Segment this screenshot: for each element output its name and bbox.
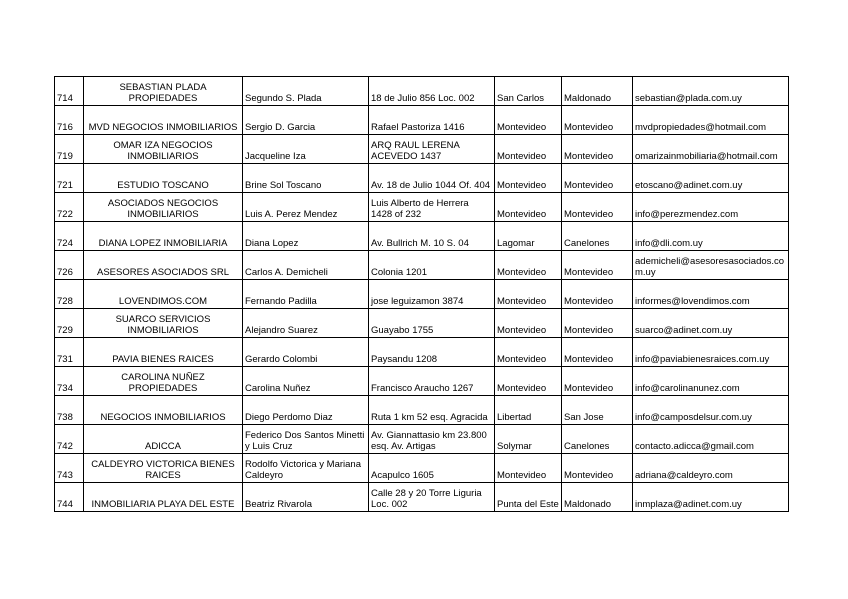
city-cell: Punta del Este [495, 483, 562, 512]
address-cell: Av. Bullrich M. 10 S. 04 [369, 222, 495, 251]
department-cell: Montevideo [562, 367, 633, 396]
row-id-cell: 731 [55, 338, 84, 367]
row-id-cell: 734 [55, 367, 84, 396]
address-cell: Paysandu 1208 [369, 338, 495, 367]
email-cell: info@perezmendez.com [633, 193, 789, 222]
row-id-cell: 724 [55, 222, 84, 251]
agency-name-cell: OMAR IZA NEGOCIOS INMOBILIARIOS [84, 135, 243, 164]
agency-name-cell: CAROLINA NUÑEZ PROPIEDADES [84, 367, 243, 396]
address-cell: Luis Alberto de Herrera 1428 of 232 [369, 193, 495, 222]
agency-name-cell: LOVENDIMOS.COM [84, 280, 243, 309]
contact-name-cell: Luis A. Perez Mendez [243, 193, 369, 222]
city-cell: Montevideo [495, 309, 562, 338]
agency-name-cell: DIANA LOPEZ INMOBILIARIA [84, 222, 243, 251]
department-cell: Maldonado [562, 77, 633, 106]
city-cell: Montevideo [495, 135, 562, 164]
table-row [55, 396, 789, 425]
email-cell: info@carolinanunez.com [633, 367, 789, 396]
email-cell: mvdpropiedades@hotmail.com [633, 106, 789, 135]
department-cell: Montevideo [562, 193, 633, 222]
row-id-cell: 716 [55, 106, 84, 135]
table-row [55, 338, 789, 367]
city-cell: Solymar [495, 425, 562, 454]
contact-name-cell: Carlos A. Demicheli [243, 251, 369, 280]
table-row [55, 77, 789, 106]
row-id-cell: 726 [55, 251, 84, 280]
contact-name-cell: Brine Sol Toscano [243, 164, 369, 193]
email-cell: adriana@caldeyro.com [633, 454, 789, 483]
contact-name-cell: Segundo S. Plada [243, 77, 369, 106]
email-cell: ademicheli@asesoresasociados.com.uy [633, 251, 789, 280]
address-cell: Av. Giannattasio km 23.800 esq. Av. Artigas [369, 425, 495, 454]
agency-table-body [55, 77, 789, 512]
contact-name-cell: Gerardo Colombi [243, 338, 369, 367]
email-cell: info@camposdelsur.com.uy [633, 396, 789, 425]
row-id-cell: 738 [55, 396, 84, 425]
row-id-cell: 719 [55, 135, 84, 164]
table-row [55, 251, 789, 280]
agency-name-cell: ESTUDIO TOSCANO [84, 164, 243, 193]
table-row [55, 367, 789, 396]
contact-name-cell: Carolina Nuñez [243, 367, 369, 396]
city-cell: Montevideo [495, 280, 562, 309]
table-row [55, 164, 789, 193]
department-cell: Montevideo [562, 338, 633, 367]
table-row [55, 193, 789, 222]
email-cell: suarco@adinet.com.uy [633, 309, 789, 338]
address-cell: Colonia 1201 [369, 251, 495, 280]
row-id-cell: 722 [55, 193, 84, 222]
address-cell: Ruta 1 km 52 esq. Agracida [369, 396, 495, 425]
contact-name-cell: Diana Lopez [243, 222, 369, 251]
agency-name-cell: ASESORES ASOCIADOS SRL [84, 251, 243, 280]
contact-name-cell: Federico Dos Santos Minetti y Luis Cruz [243, 425, 369, 454]
agency-name-cell: SUARCO SERVICIOS INMOBILIARIOS [84, 309, 243, 338]
address-cell: Acapulco 1605 [369, 454, 495, 483]
department-cell: Montevideo [562, 251, 633, 280]
row-id-cell: 714 [55, 77, 84, 106]
email-cell: omarizainmobiliaria@hotmail.com [633, 135, 789, 164]
department-cell: Canelones [562, 425, 633, 454]
contact-name-cell: Rodolfo Victorica y Mariana Caldeyro [243, 454, 369, 483]
contact-name-cell: Fernando Padilla [243, 280, 369, 309]
city-cell: Lagomar [495, 222, 562, 251]
agency-name-cell: PAVIA BIENES RAICES [84, 338, 243, 367]
email-cell: inmplaza@adinet.com.uy [633, 483, 789, 512]
agency-table [54, 76, 789, 512]
row-id-cell: 721 [55, 164, 84, 193]
department-cell: Montevideo [562, 454, 633, 483]
row-id-cell: 729 [55, 309, 84, 338]
contact-name-cell: Diego Perdomo Diaz [243, 396, 369, 425]
city-cell: Libertad [495, 396, 562, 425]
city-cell: Montevideo [495, 454, 562, 483]
email-cell: contacto.adicca@gmail.com [633, 425, 789, 454]
city-cell: Montevideo [495, 367, 562, 396]
email-cell: info@paviabienesraices.com.uy [633, 338, 789, 367]
table-row [55, 483, 789, 512]
city-cell: Montevideo [495, 164, 562, 193]
row-id-cell: 744 [55, 483, 84, 512]
address-cell: ARQ RAUL LERENA ACEVEDO 1437 [369, 135, 495, 164]
city-cell: Montevideo [495, 193, 562, 222]
email-cell: etoscano@adinet.com.uy [633, 164, 789, 193]
department-cell: Canelones [562, 222, 633, 251]
table-row [55, 222, 789, 251]
agency-name-cell: ASOCIADOS NEGOCIOS INMOBILIARIOS [84, 193, 243, 222]
department-cell: Montevideo [562, 164, 633, 193]
address-cell: Francisco Araucho 1267 [369, 367, 495, 396]
contact-name-cell: Jacqueline Iza [243, 135, 369, 164]
address-cell: Guayabo 1755 [369, 309, 495, 338]
table-row [55, 106, 789, 135]
email-cell: sebastian@plada.com.uy [633, 77, 789, 106]
city-cell: Montevideo [495, 251, 562, 280]
table-row [55, 280, 789, 309]
agency-name-cell: MVD NEGOCIOS INMOBILIARIOS [84, 106, 243, 135]
address-cell: Rafael Pastoriza 1416 [369, 106, 495, 135]
city-cell: Montevideo [495, 106, 562, 135]
agency-name-cell: NEGOCIOS INMOBILIARIOS [84, 396, 243, 425]
table-row [55, 135, 789, 164]
city-cell: Montevideo [495, 338, 562, 367]
department-cell: Maldonado [562, 483, 633, 512]
contact-name-cell: Alejandro Suarez [243, 309, 369, 338]
department-cell: Montevideo [562, 280, 633, 309]
department-cell: Montevideo [562, 106, 633, 135]
row-id-cell: 742 [55, 425, 84, 454]
city-cell: San Carlos [495, 77, 562, 106]
agency-name-cell: SEBASTIAN PLADA PROPIEDADES [84, 77, 243, 106]
address-cell: 18 de Julio 856 Loc. 002 [369, 77, 495, 106]
address-cell: jose leguizamon 3874 [369, 280, 495, 309]
agency-name-cell: ADICCA [84, 425, 243, 454]
row-id-cell: 743 [55, 454, 84, 483]
department-cell: Montevideo [562, 135, 633, 164]
agency-name-cell: INMOBILIARIA PLAYA DEL ESTE [84, 483, 243, 512]
contact-name-cell: Sergio D. Garcia [243, 106, 369, 135]
table-row [55, 425, 789, 454]
table-row [55, 309, 789, 338]
department-cell: San Jose [562, 396, 633, 425]
address-cell: Av. 18 de Julio 1044 Of. 404 [369, 164, 495, 193]
email-cell: info@dli.com.uy [633, 222, 789, 251]
table-row [55, 454, 789, 483]
row-id-cell: 728 [55, 280, 84, 309]
email-cell: informes@lovendimos.com [633, 280, 789, 309]
department-cell: Montevideo [562, 309, 633, 338]
agency-name-cell: CALDEYRO VICTORICA BIENES RAICES [84, 454, 243, 483]
address-cell: Calle 28 y 20 Torre Liguria Loc. 002 [369, 483, 495, 512]
contact-name-cell: Beatriz Rivarola [243, 483, 369, 512]
